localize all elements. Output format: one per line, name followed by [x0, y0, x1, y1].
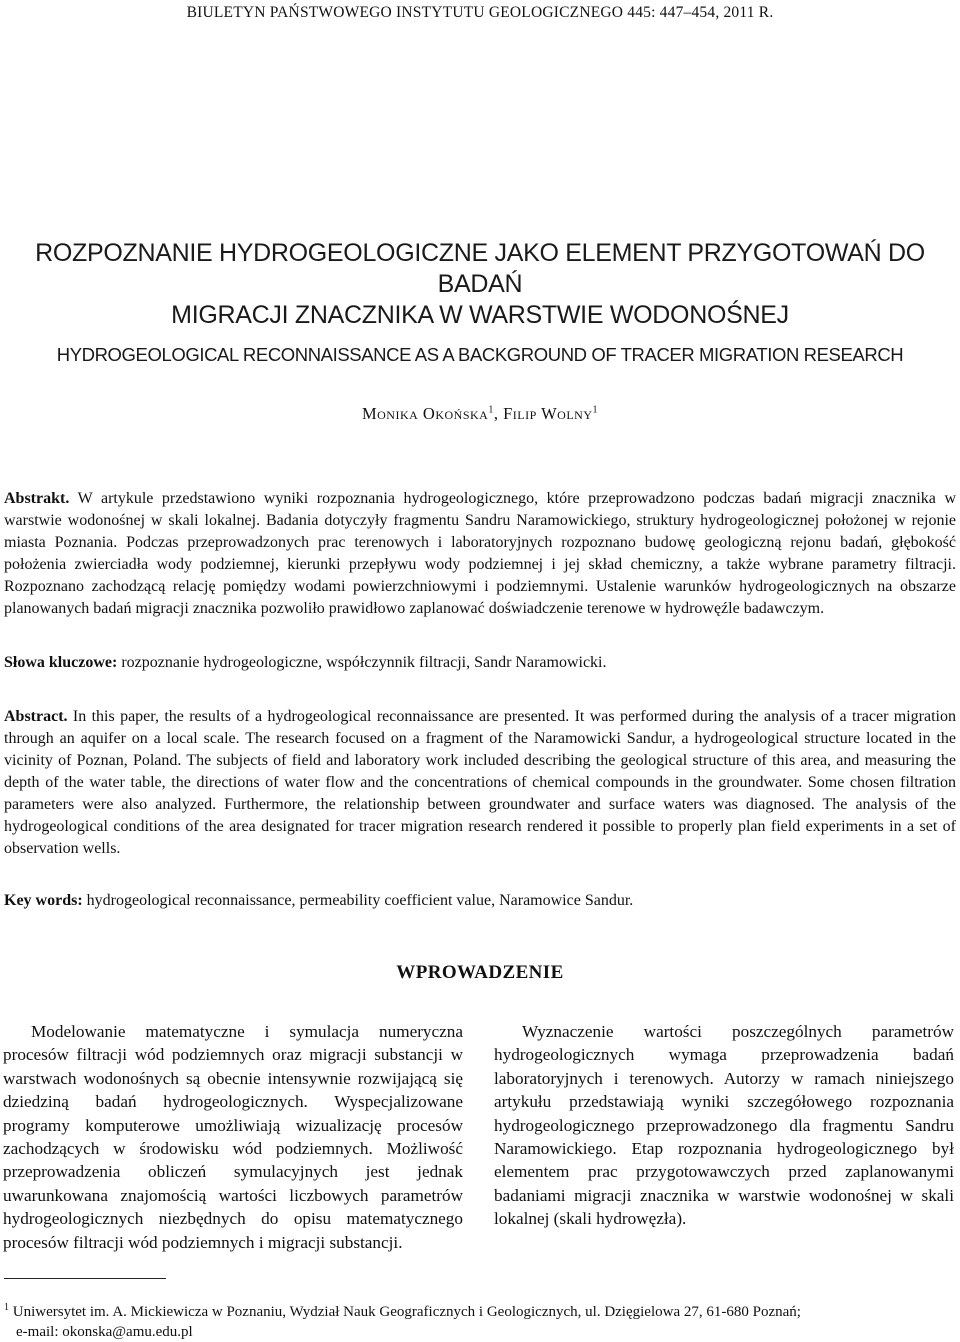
keywords-english: [4, 890, 956, 912]
title-line-1: ROZPOZNANIE HYDROGEOLOGICZNE JAKO ELEMENT PRZYGOTOWAŃ DO BADAŃ: [35, 239, 925, 298]
footnote-affiliation: Uniwersytet im. A. Mickiewicza w Poznaniu, Wydział Nauk Geograficznych i Geologicznych, ul. Dzięgielowa 27, 61-680 Poznań;: [12, 1304, 801, 1320]
footnote: [4, 1298, 956, 1342]
author-separator: ,: [493, 404, 504, 423]
keywords-polish-text: rozpoznanie hydrogeologiczne, współczynnik filtracji, Sandr Naramowicki.: [121, 654, 607, 671]
keywords-polish-label: Słowa kluczowe:: [4, 654, 118, 671]
keywords-polish: [4, 652, 956, 674]
article-title-polish: [20, 238, 940, 331]
affiliation-marker: 1: [488, 404, 494, 416]
abstract-english: [4, 706, 956, 860]
body-column-right: [494, 1020, 954, 1231]
abstract-polish: [4, 488, 956, 620]
keywords-english-text: hydrogeological reconnaissance, permeability coefficient value, Naramowice Sandur.: [86, 892, 634, 909]
author-name: Filip Wolny: [503, 404, 593, 423]
footnote-email: e-mail: okonska@amu.edu.pl: [16, 1324, 193, 1340]
title-line-2: MIGRACJI ZNACZNIKA W WARSTWIE WODONOŚNEJ: [171, 301, 789, 329]
section-heading: WPROWADZENIE: [396, 962, 564, 983]
author-name: Monika Okońska: [361, 404, 489, 423]
running-head: BIULETYN PAŃSTWOWEGO INSTYTUTU GEOLOGICZNEGO 445: 447–454, 2011 R.: [186, 4, 774, 21]
abstract-polish-label: Abstrakt.: [4, 490, 70, 507]
footnote-marker: 1: [4, 1302, 9, 1313]
keywords-english-label: Key words:: [4, 892, 83, 909]
abstract-english-text: In this paper, the results of a hydrogeological reconnaissance are presented. It was performed during the analysis of a tracer migration through an aquifer on a local scale. The research focused on a fragment of the Naramowicki Sandur, a hydrogeological structure located in the vicinity of Poznan, Poland. The subjects of field and laboratory work included describing the geological structure of this area, and measuring the depth of the water table, the directions of water flow and the concentrations of chemical compounds in the groundwater. Some chosen filtration parameters were also analyzed. Furthermore, the relationship between groundwater and surface waters was diagnosed. The analysis of the hydrogeological conditions of the area designated for tracer migration research rendered it possible to properly plan field experiments in a set of observation wells.: [4, 708, 956, 857]
footnote-divider: [4, 1278, 166, 1279]
abstract-english-label: Abstract.: [4, 708, 68, 725]
body-column-left: [3, 1020, 463, 1254]
author-list: [0, 404, 960, 424]
article-title-english: HYDROGEOLOGICAL RECONNAISSANCE AS A BACKGROUND OF TRACER MIGRATION RESEARCH: [56, 344, 904, 365]
body-paragraph: Modelowanie matematyczne i symulacja numeryczna procesów filtracji wód podziemnych oraz migracji substancji w warstwach wodonośnych są obecnie intensywnie rozwijającą się dziedziną badań hydrogeologicznych. Wyspecjalizowane programy komputerowe umożliwiają wizualizację procesów zachodzących w środowisku wód podziemnych. Możliwość przeprowadzenia obliczeń symulacyjnych jest jednak uwarunkowana znajomością wartości liczbowych parametrów hydrogeologicznych niezbędnych do opisu matematycznego procesów filtracji wód podziemnych i migracji substancji.: [3, 1022, 463, 1252]
body-paragraph: Wyznaczenie wartości poszczególnych parametrów hydrogeologicznych wymaga przeprowadzenia badań laboratoryjnych i terenowych. Autorzy w ramach niniejszego artykułu przedstawiają wyniki szczegółowego rozpoznania hydrogeologicznego przeprowadzonego dla fragmentu Sandru Naramowickiego. Etap rozpoznania hydrogeologicznego był elementem prac przygotowawczych przed zaplanowanymi badaniami migracji znacznika w warstwie wodonośnej w skali lokalnej (skali hydrowęzła).: [494, 1022, 954, 1229]
abstract-polish-text: W artykule przedstawiono wyniki rozpoznania hydrogeologicznego, które przeprowadzono podczas badań migracji znacznika w warstwie wodonośnej w skali lokalnej. Badania dotyczyły fragmentu Sandru Naramowickiego, struktury hydrogeologicznej położonej w rejonie miasta Poznania. Podczas przeprowadzonych prac terenowych i laboratoryjnych rozpoznano budowę geologiczną rejonu badań, głębokość położenia zwierciadła wody podziemnej, kierunki przepływu wody podziemnej i jej skład chemiczny, a także wybrane parametry filtracji. Rozpoznano zachodzącą relację pomiędzy wodami powierzchniowymi i podziemnymi. Ustalenie warunków hydrogeologicznych na obszarze planowanych badań migracji znacznika pozwoliło prawidłowo zaplanować doświadczenie terenowe w hydrowęźle badawczym.: [4, 490, 956, 617]
affiliation-marker: 1: [592, 404, 599, 416]
